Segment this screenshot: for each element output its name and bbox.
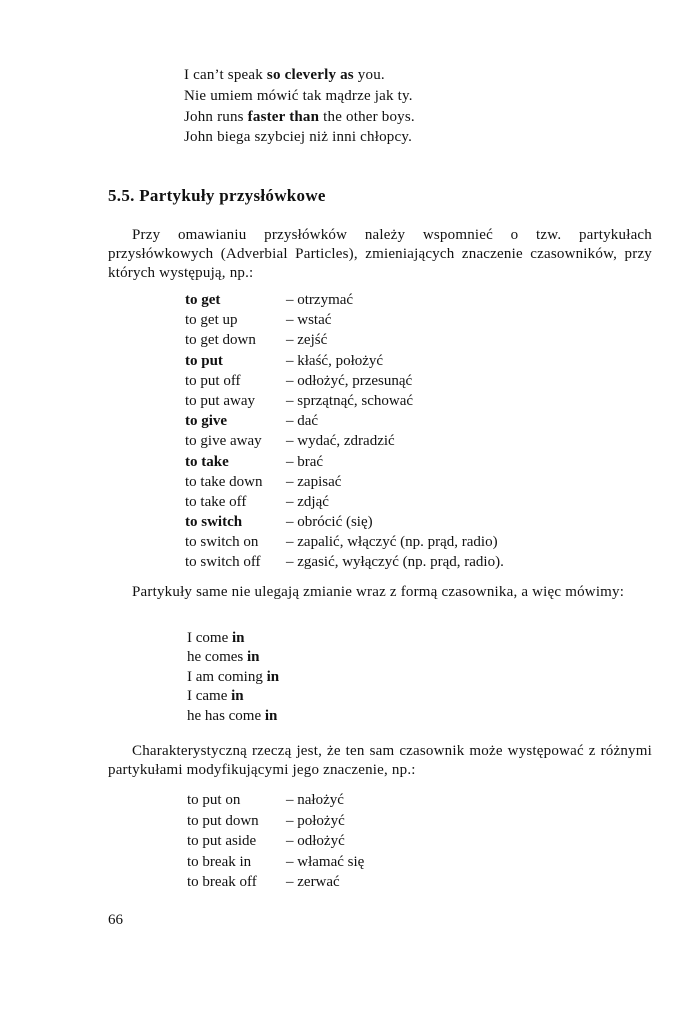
vocab-translation: – odłożyć, przesunąć	[286, 372, 413, 389]
section-heading: 5.5. Partykuły przysłówkowe	[108, 186, 326, 205]
vocab-translation: – odłożyć	[286, 833, 345, 850]
example-text: the other boys.	[319, 109, 415, 125]
paragraph-3	[108, 742, 652, 780]
vocab-translation: – wydać, zdradzić	[286, 433, 395, 450]
example-text: he comes	[187, 649, 247, 666]
example-text: you.	[353, 67, 385, 83]
vocab-translation: – włamać się	[286, 853, 365, 870]
vocab-translation: – zejść	[286, 332, 328, 349]
vocab-translation: – sprzątnąć, schować	[286, 392, 414, 409]
particle-example-line	[187, 707, 279, 726]
vocab-term: to get	[185, 292, 221, 308]
vocab-term: to get up	[185, 312, 238, 329]
vocab-translation: – wstać	[286, 312, 332, 329]
vocab-translation: – zapalić, włączyć (np. prąd, radio)	[286, 534, 498, 551]
vocab-translation: – zerwać	[286, 874, 340, 891]
vocab-translation: – dać	[286, 413, 319, 430]
vocab-translation: – obrócić (się)	[286, 514, 373, 531]
vocab-term: to put	[185, 352, 223, 369]
vocab-translation: – kłaść, położyć	[286, 352, 384, 369]
intro-example-line	[184, 87, 413, 105]
emphasis-text: faster than	[247, 109, 320, 125]
example-text: Nie umiem mówić tak mądrze jak ty.	[184, 88, 413, 104]
vocab-translation: – zdjąć	[286, 493, 329, 510]
intro-example-line	[184, 108, 415, 126]
paragraph-1-text: Przy omawianiu przysłówków należy wspomnieć o tzw. partykułach przysłówkowych (Adverbial Particles), zmieniających znaczenie czasowników, przy których występują, np.:	[108, 227, 652, 281]
vocab-term: to put on	[187, 792, 241, 808]
vocab-term: to switch off	[185, 554, 261, 571]
vocab-term: to put away	[185, 392, 255, 409]
vocab-term: to take down	[185, 473, 263, 490]
intro-example-line	[184, 128, 412, 146]
particle-text: in	[266, 668, 280, 685]
vocab-term: to break in	[187, 853, 252, 870]
vocab-translation: – zapisać	[286, 473, 342, 490]
emphasis-text: so cleverly as	[266, 67, 354, 83]
example-text: I come	[187, 630, 232, 646]
particle-text: in	[264, 707, 278, 724]
example-text: John runs	[184, 109, 248, 125]
example-text: John biega szybciej niż inni chłopcy.	[184, 129, 413, 145]
vocab-term: to switch on	[185, 534, 259, 551]
particle-text: in	[246, 649, 260, 666]
particle-example-line	[187, 629, 279, 648]
paragraph-2	[108, 583, 652, 602]
particle-text: in	[231, 630, 245, 646]
vocab-term: to give	[185, 413, 228, 430]
vocab-term: to take off	[185, 493, 247, 510]
vocab-translation: – brać	[286, 453, 324, 470]
particle-text: in	[231, 688, 244, 705]
vocab-term: to switch	[185, 514, 243, 531]
example-text: I can’t speak	[184, 67, 267, 83]
vocab-translation: – nałożyć	[286, 792, 344, 808]
vocab-term: to give away	[185, 433, 262, 450]
vocab-term: to put aside	[187, 833, 257, 850]
vocab-translation: – położyć	[286, 812, 345, 829]
vocab-translation: – zgasić, wyłączyć (np. prąd, radio).	[286, 554, 504, 571]
vocab-translation: – otrzymać	[286, 292, 354, 308]
paragraph-3-text: Charakterystyczną rzeczą jest, że ten sam czasownik może występować z różnymi partykułami modyfikującymi jego znaczenie, np.:	[108, 743, 652, 778]
vocab-term: to break off	[187, 874, 257, 891]
vocab-term: to take	[185, 453, 229, 470]
example-text: he has come	[187, 707, 265, 724]
paragraph-1	[108, 226, 652, 283]
page-number: 66	[108, 912, 123, 928]
example-text: I am coming	[187, 668, 267, 685]
example-text: I came	[187, 688, 232, 705]
particle-example-line	[187, 648, 279, 667]
particle-example-line	[187, 687, 279, 706]
vocab-term: to put down	[187, 812, 259, 829]
vocab-term: to put off	[185, 372, 241, 389]
particle-examples	[187, 629, 279, 726]
paragraph-2-text: Partykuły same nie ulegają zmianie wraz z formą czasownika, a więc mówimy:	[132, 584, 625, 600]
particle-example-line	[187, 668, 279, 687]
vocab-term: to get down	[185, 332, 256, 349]
intro-example-line	[184, 66, 385, 84]
